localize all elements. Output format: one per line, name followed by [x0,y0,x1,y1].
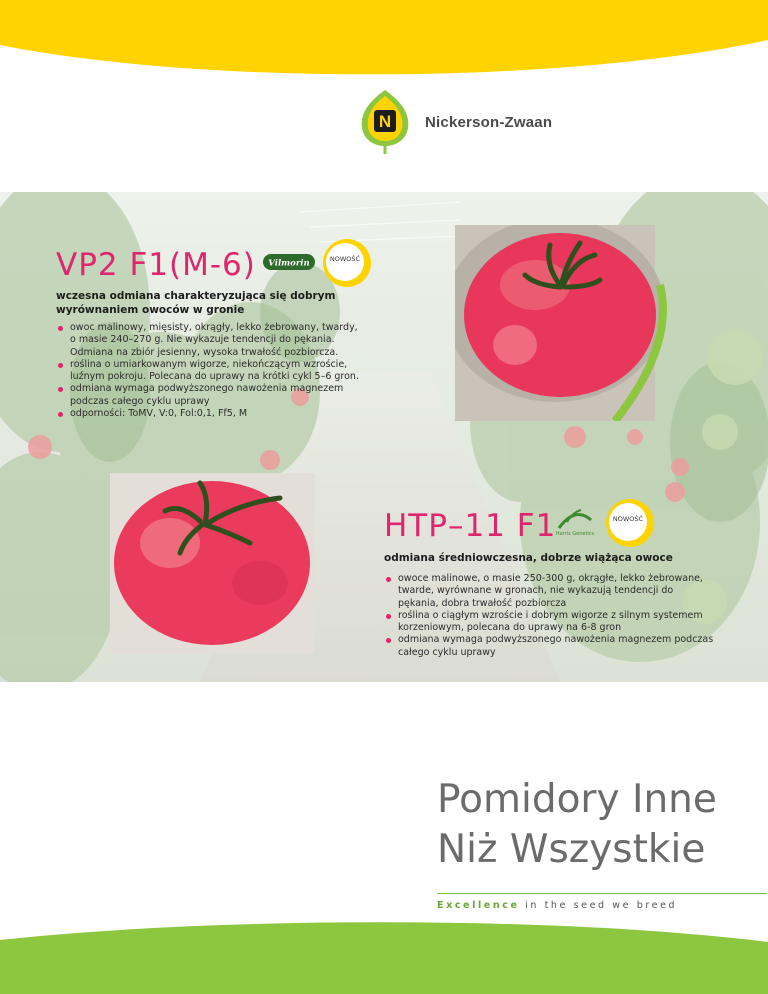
footer-motto [437,900,677,911]
harris-genetics-logo-icon [555,502,595,538]
list-item: roślina o umiarkowanym wigorze, niekończącym wzroście, luźnym pokroju. Polecana do uprawy na krótki cykl 5–6 gron. [56,359,366,384]
tagline [437,775,717,875]
new-badge-htp11 [605,498,655,548]
variety-subtitle-htp11: odmiana średniowczesna, dobrze wiążąca owoce [384,552,673,564]
list-item: owoc malinowy, mięsisty, okrągły, lekko żebrowany, twardy, o masie 240–270 g. Nie wykazuje tendencji do pękania. Odmiana na zbiór jesienny, wysoka trwałość pozbiorcza. [56,322,366,359]
tagline-line-2: Niż Wszystkie [437,827,706,872]
new-badge-label: NOWOŚĆ [329,255,361,263]
top-yellow-band [0,0,768,80]
new-badge-label: NOWOŚĆ [612,515,644,523]
list-item: odmiana wymaga podwyższonego nawożenia magnezem podczas całego cyklu uprawy [384,634,714,659]
variety-title-vp2: VP2 F1(M-6) [56,247,256,283]
svg-text:Vilmorin: Vilmorin [268,258,310,269]
divider [437,893,767,894]
nickerson-zwaan-logo-icon [358,88,412,154]
brand-name: Nickerson-Zwaan [425,114,553,131]
variety-title-htp11: HTP–11 F1 [384,508,557,544]
motto-highlight: Excellence [437,900,520,911]
svg-text:Harris Genetics: Harris Genetics [555,531,595,537]
list-item: odmiana wymaga podwyższonego nawożenia magnezem podczas całego cyklu uprawy [56,383,366,408]
list-item: roślina o ciągłym wzroście i dobrym wigorze z silnym systemem korzeniowym, polecana do uprawy na 6-8 gron [384,610,714,635]
variety-subtitle-vp2: wczesna odmiana charakteryzująca się dobrym wyrównaniem owoców w gronie [56,290,336,316]
tomato-photo-vp2 [455,225,677,421]
list-item: owoce malinowe, o masie 250-300 g, okrągłe, lekko żebrowane, twarde, wyrównane w gronach, nie wykazują tendencji do pękania, dobra trwałość pozbiorcza [384,573,714,610]
list-item: odporności: ToMV, V:0, Fol:0,1, Ff5, M [56,408,366,420]
bottom-green-band [0,920,768,994]
feature-list-vp2 [56,322,366,420]
motto-rest: in the seed we breed [525,900,678,911]
vilmorin-logo-icon [263,254,315,270]
tomato-photo-htp11 [110,473,315,653]
tagline-line-1: Pomidory Inne [437,777,717,822]
svg-text:N: N [378,112,392,131]
new-badge-vp2 [322,238,372,288]
feature-list-htp11 [384,573,714,659]
